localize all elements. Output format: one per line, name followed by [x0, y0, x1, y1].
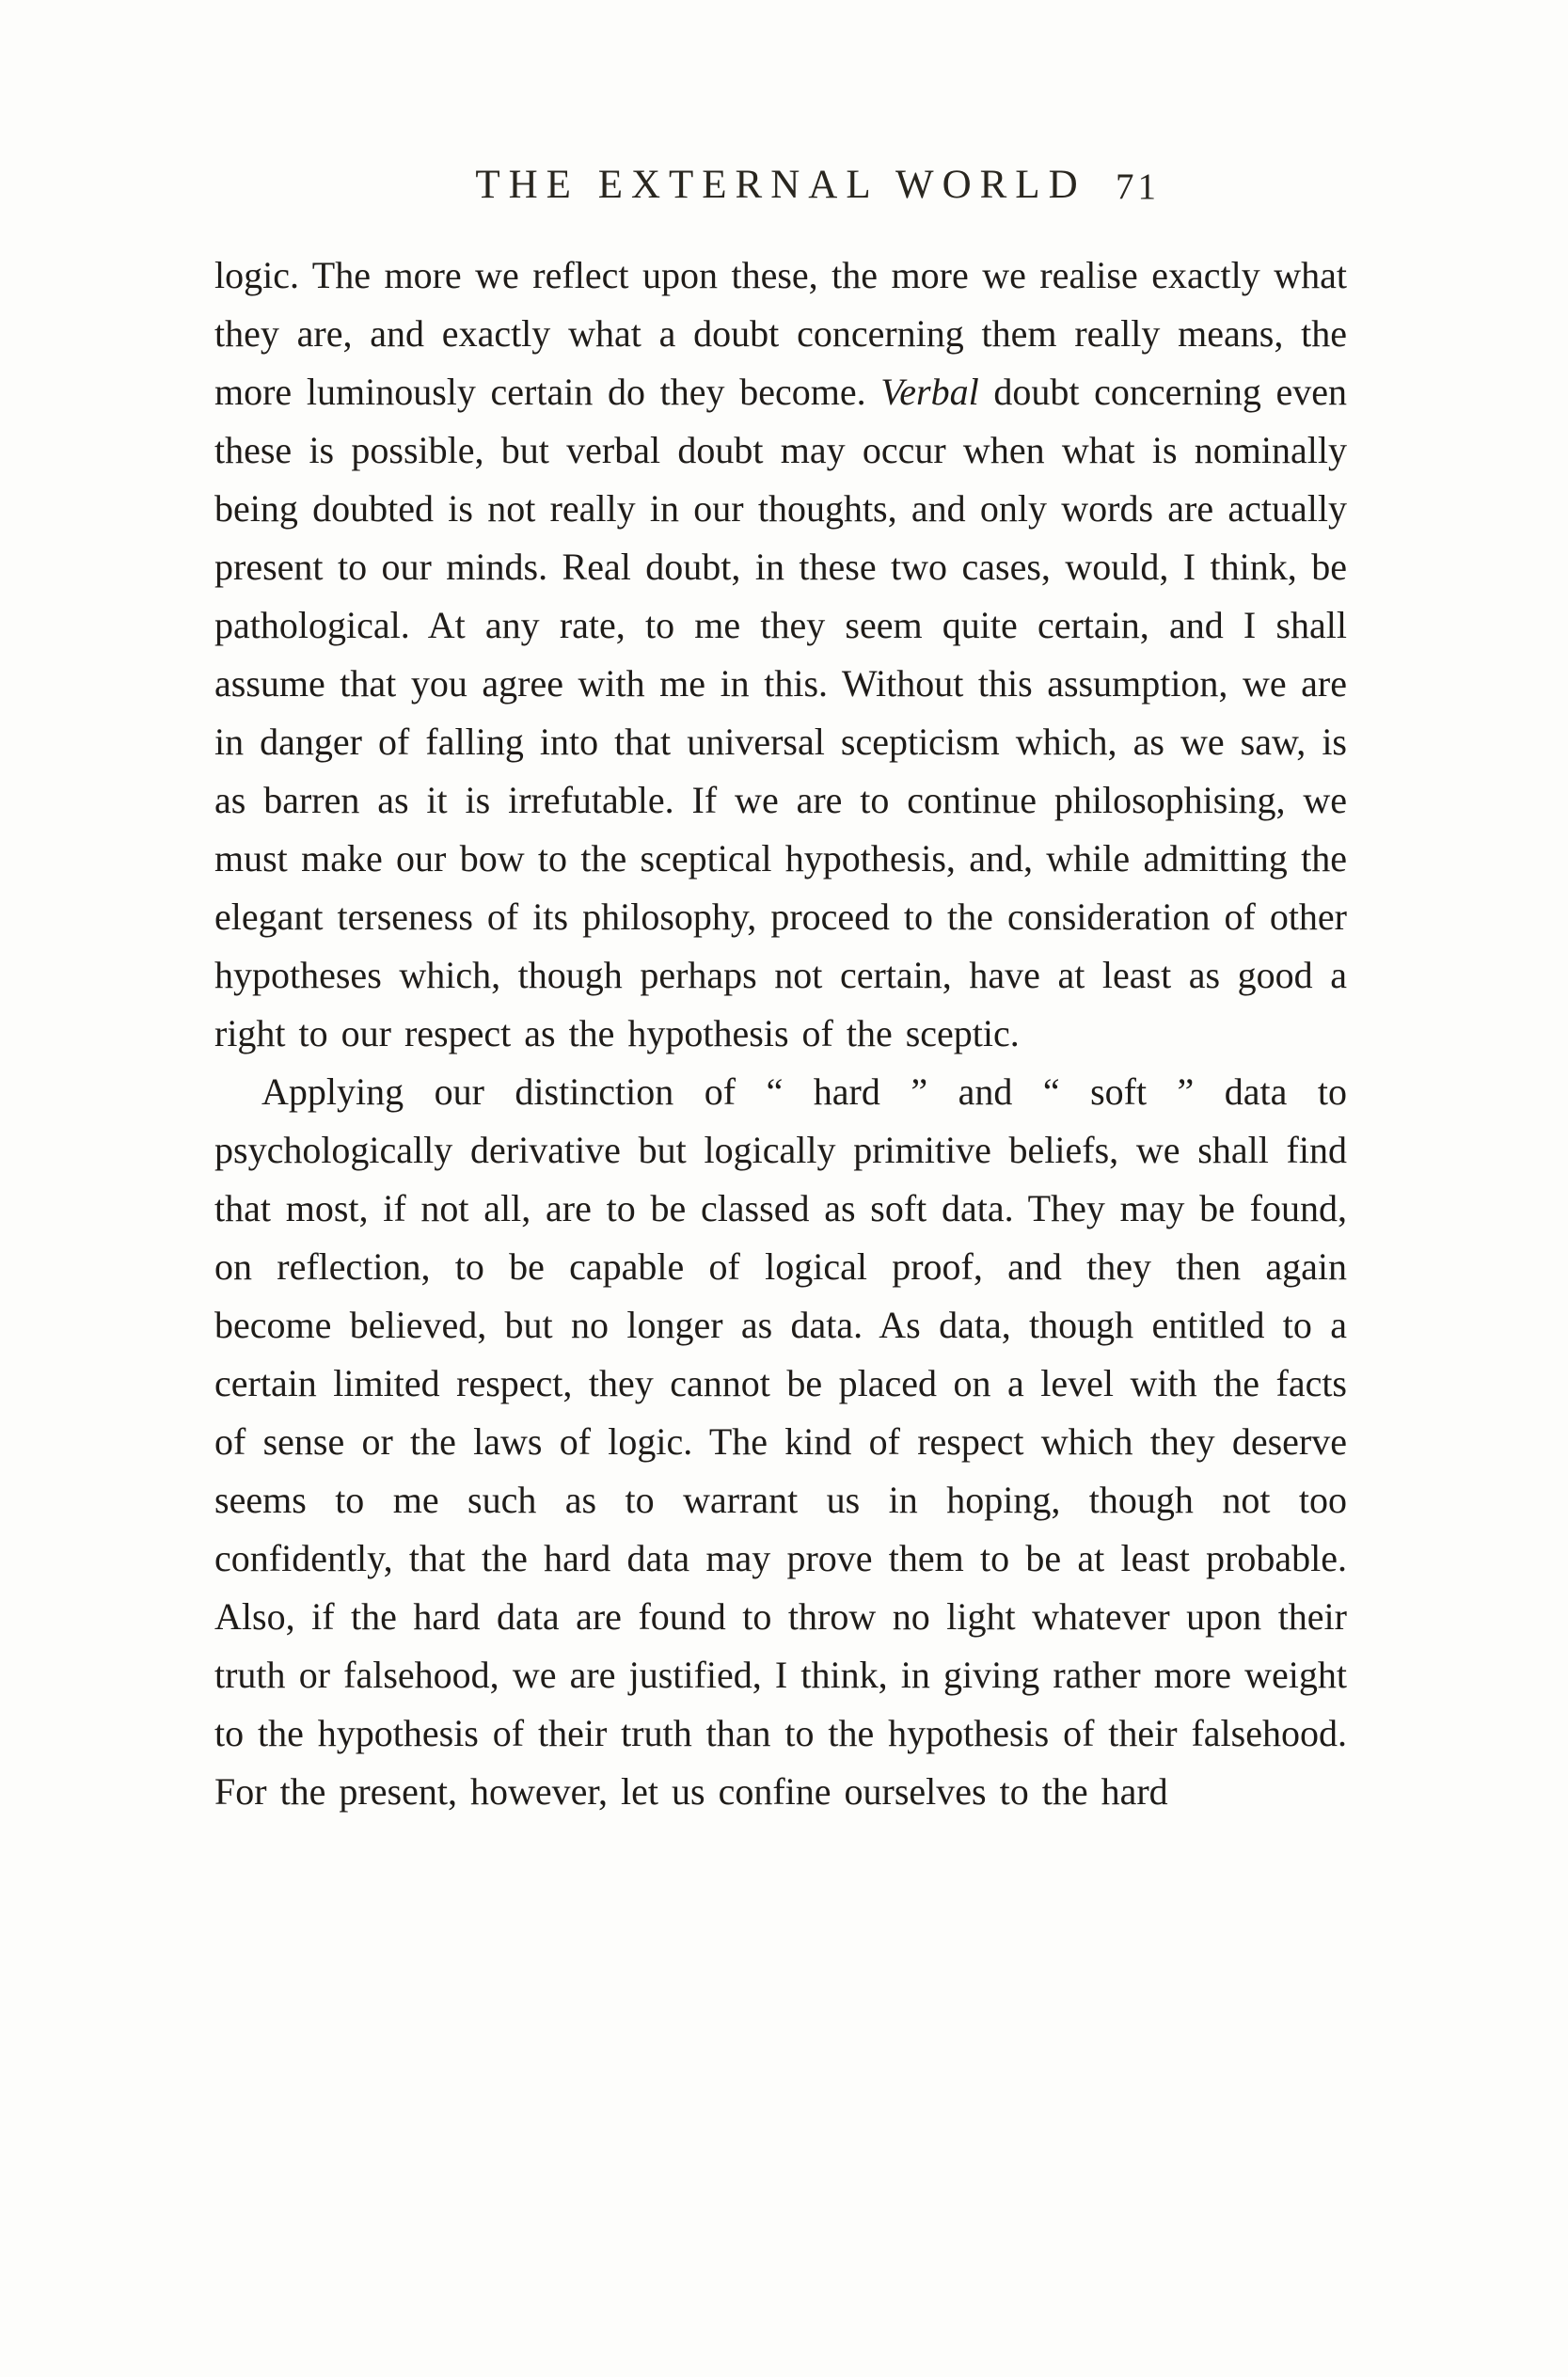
page-header: [214, 162, 1347, 222]
paragraph: [214, 246, 1347, 1063]
paragraph: [214, 1063, 1347, 1821]
text-run: doubt concerning even these is possible, but verbal doubt may occur when what is nominally being doubted is not really in our thoughts, and only words are actually present to our minds. Real doubt, in these two cases, would, I think, be pathological. At any rate, to me they seem quite certain, and I shall assume that you agree with me in this. Without this assumption, we are in danger of falling into that universal scepticism which, as we saw, is as barren as it is irrefutable. If we are to continue philosophising, we must make our bow to the sceptical hypothesis, and, while admitting the elegant terseness of its philosophy, proceed to the consideration of other hypotheses which, though perhaps not certain, have at least as good a right to our respect as the hypothesis of the sceptic.: [214, 371, 1348, 1054]
text-run-italic: Verbal: [880, 371, 979, 413]
text-run: logic. The more we reflect upon these, the more we realise exactly what they are, and exactly what a doubt concerning them really means, the more luminously certain do they become.: [214, 254, 1347, 413]
text-run: Applying our distinction of “ hard ” and “ soft ” data to psychologically derivative but logically primitive beliefs, we shall find that most, if not all, are to be classed as soft data. They may be found, on reflection, to be capable of logical proof, and they then again become believed, but no longer as data. As data, though entitled to a certain limited respect, they cannot be placed on a level with the facts of sense or the laws of logic. The kind of respect which they deserve seems to me such as to warrant us in hoping, though not too confidently, that the hard data may prove them to be at least probable. Also, if the hard data are found to throw no light whatever upon their truth or falsehood, we are justified, I think, in giving rather more weight to the hypothesis of their truth than to the hypothesis of their falsehood. For the present, however, let us confine ourselves to the hard: [214, 1070, 1347, 1813]
running-title: THE EXTERNAL WORLD: [475, 163, 1086, 207]
body-text: [214, 246, 1347, 1821]
page-number: 71: [1116, 166, 1160, 207]
